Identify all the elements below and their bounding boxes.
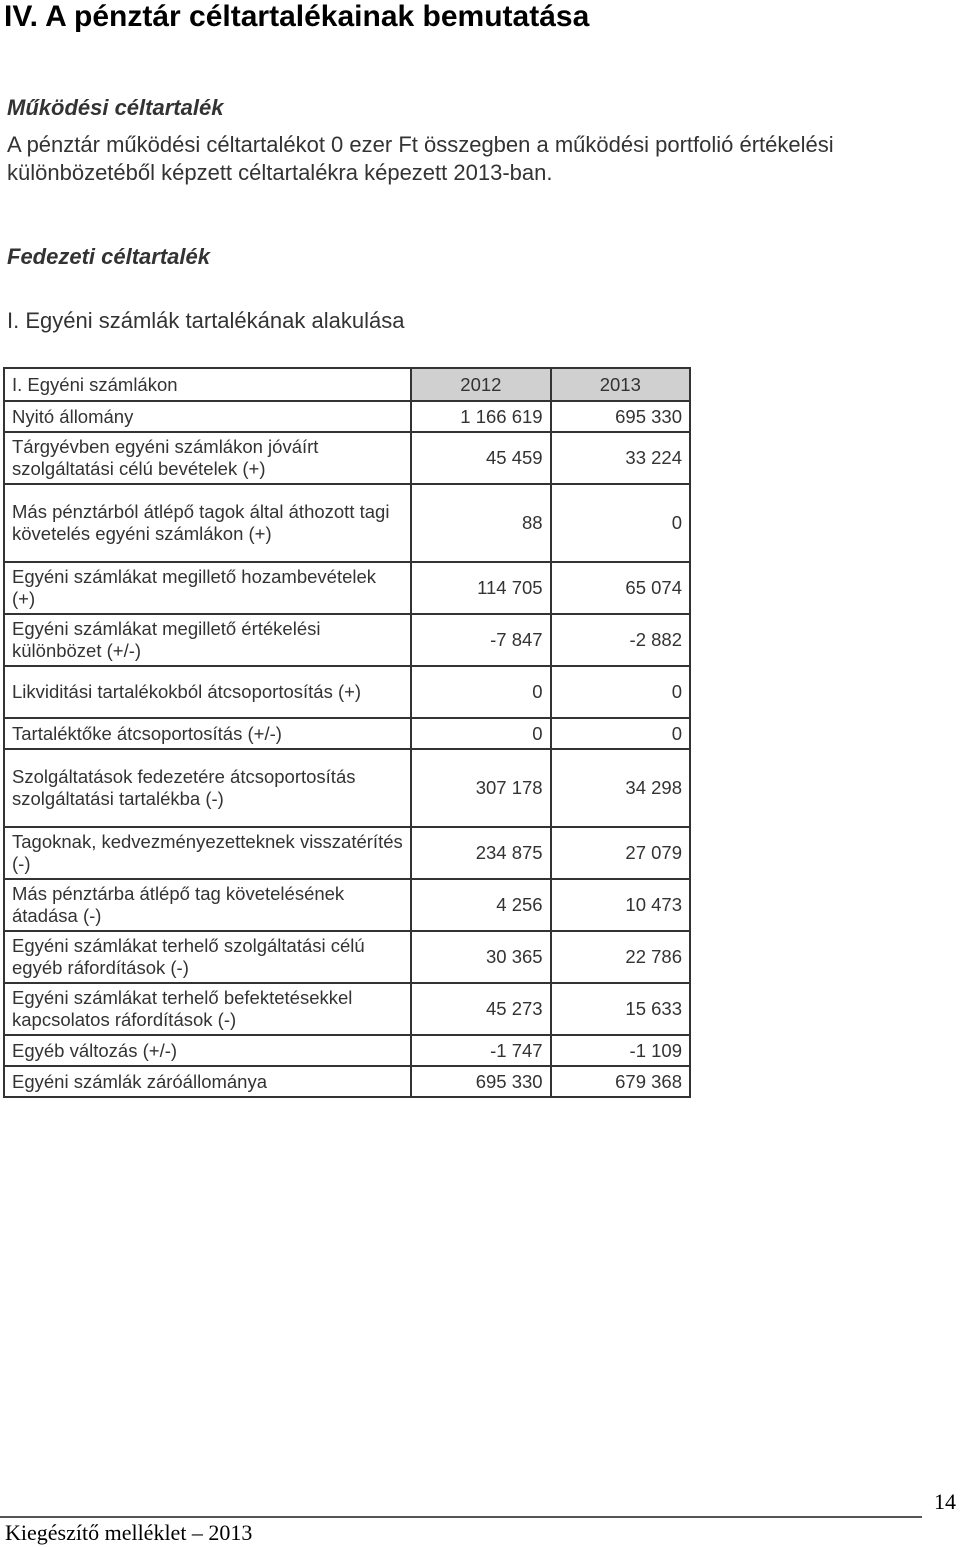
subsection-title: I. Egyéni számlák tartalékának alakulása: [7, 308, 405, 333]
row-label: Egyéni számlákat terhelő szolgáltatási célú egyéb ráfordítások (-): [4, 931, 411, 983]
table-row: [4, 749, 690, 827]
table-row: [4, 401, 690, 432]
row-value-2012: -7 847: [411, 614, 550, 666]
table-row: [4, 827, 690, 879]
row-value-2013: 15 633: [551, 983, 690, 1035]
footer-text: Kiegészítő melléklet – 2013: [5, 1520, 253, 1545]
table-row: [4, 432, 690, 484]
row-label: Egyéni számlákat megillető hozambevételek (+): [4, 562, 411, 614]
row-label: Tárgyévben egyéni számlákon jóváírt szolgáltatási célú bevételek (+): [4, 432, 411, 484]
section-title-coverage-reserve: Fedezeti céltartalék: [7, 244, 210, 269]
row-value-2013: 679 368: [551, 1066, 690, 1097]
page-heading: IV. A pénztár céltartalékainak bemutatása: [4, 0, 590, 33]
table-row: [4, 718, 690, 749]
table-row: [4, 983, 690, 1035]
row-value-2012: 0: [411, 666, 550, 718]
table-row: [4, 614, 690, 666]
header-year-2012: 2012: [411, 368, 550, 401]
row-value-2013: 10 473: [551, 879, 690, 931]
table-row: [4, 562, 690, 614]
row-value-2013: 65 074: [551, 562, 690, 614]
table-row-total: [4, 1066, 690, 1097]
individual-accounts-table: [3, 367, 691, 1098]
header-year-2013: 2013: [551, 368, 690, 401]
row-label: Más pénztárba átlépő tag követelésének átadása (-): [4, 879, 411, 931]
row-value-2012: 4 256: [411, 879, 550, 931]
footer-divider: [0, 1516, 922, 1518]
row-label: Tagoknak, kedvezményezetteknek visszatérítés (-): [4, 827, 411, 879]
row-label: Egyéb változás (+/-): [4, 1035, 411, 1066]
table-header-row: [4, 368, 690, 401]
row-label: Egyéni számlák záróállománya: [4, 1066, 411, 1097]
row-value-2013: -1 109: [551, 1035, 690, 1066]
row-value-2012: 1 166 619: [411, 401, 550, 432]
row-label: Egyéni számlákat terhelő befektetésekkel kapcsolatos ráfordítások (-): [4, 983, 411, 1035]
row-label: Egyéni számlákat megillető értékelési különbözet (+/-): [4, 614, 411, 666]
table-row: [4, 879, 690, 931]
row-value-2013: 0: [551, 484, 690, 562]
row-value-2013: -2 882: [551, 614, 690, 666]
row-value-2012: 695 330: [411, 1066, 550, 1097]
row-value-2012: 114 705: [411, 562, 550, 614]
row-value-2012: 0: [411, 718, 550, 749]
table-row: [4, 1035, 690, 1066]
row-value-2012: 307 178: [411, 749, 550, 827]
row-value-2012: 45 459: [411, 432, 550, 484]
row-value-2012: 88: [411, 484, 550, 562]
row-label: Tartaléktőke átcsoportosítás (+/-): [4, 718, 411, 749]
row-value-2013: 27 079: [551, 827, 690, 879]
row-label: Más pénztárból átlépő tagok által áthozott tagi követelés egyéni számlákon (+): [4, 484, 411, 562]
row-value-2013: 33 224: [551, 432, 690, 484]
row-label: Likviditási tartalékokból átcsoportosítás (+): [4, 666, 411, 718]
table-row: [4, 931, 690, 983]
section-title-operating-reserve: Működési céltartalék: [7, 95, 224, 120]
row-value-2012: 45 273: [411, 983, 550, 1035]
table-row: [4, 484, 690, 562]
header-label: I. Egyéni számlákon: [4, 368, 411, 401]
row-value-2013: 34 298: [551, 749, 690, 827]
table-row: [4, 666, 690, 718]
row-value-2012: -1 747: [411, 1035, 550, 1066]
row-value-2013: 695 330: [551, 401, 690, 432]
row-value-2012: 234 875: [411, 827, 550, 879]
operating-reserve-paragraph: A pénztár működési céltartalékot 0 ezer Ft összegben a működési portfolió értékelési különbözetéből képzett céltartalékra képezett 2013-ban.: [7, 132, 834, 185]
row-label: Nyitó állomány: [4, 401, 411, 432]
row-value-2013: 0: [551, 718, 690, 749]
row-value-2013: 0: [551, 666, 690, 718]
row-label: Szolgáltatások fedezetére átcsoportosítás szolgáltatási tartalékba (-): [4, 749, 411, 827]
page-number: 14: [934, 1489, 956, 1514]
row-value-2013: 22 786: [551, 931, 690, 983]
row-value-2012: 30 365: [411, 931, 550, 983]
